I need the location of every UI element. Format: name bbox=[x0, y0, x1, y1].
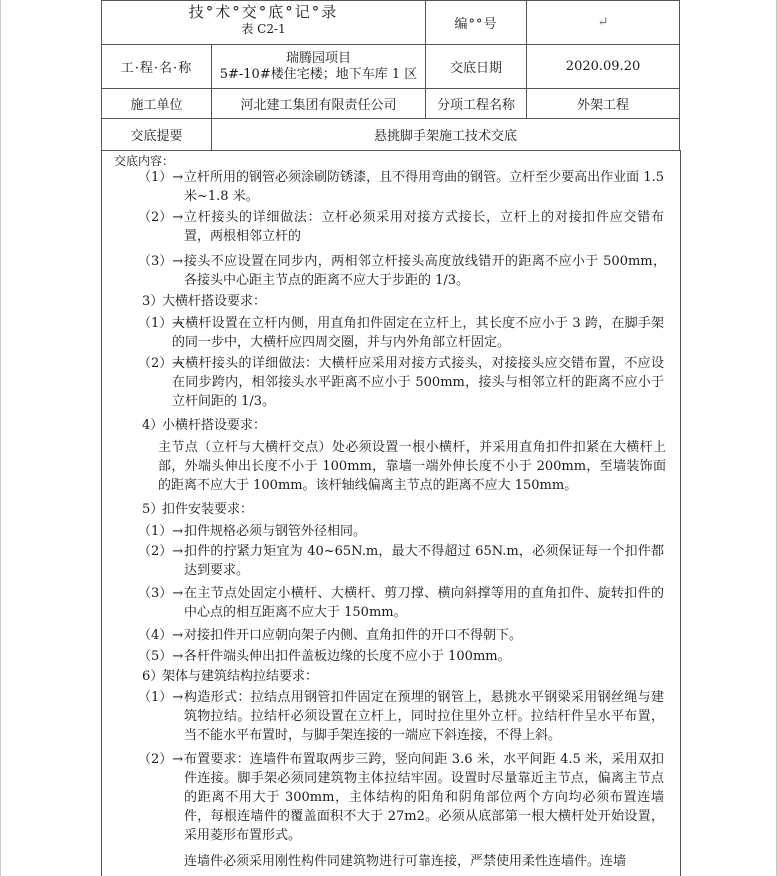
section-title: 大横杆搭设要求： bbox=[162, 294, 267, 309]
item-text: 布置要求：连墙件布置取两步三跨，竖向间距 3.6 米，水平间距 4.5 米，采用双扣件连接。脚手架必须同建筑物主体拉结牢固。设置时尽量靠近主节点，偏离主节点的距离不用大于 300mm，主体结构的阳角和阴角部位两个方向均必须布置连墙件，每根连墙件的覆盖面积不大于 27m2。必须从底部第一根大横杆处开始设置，采用菱形布置形式。 bbox=[184, 752, 664, 843]
project-label: 工·程·名·称 bbox=[102, 45, 212, 89]
document-title: 技°术°交°底°记°录 bbox=[188, 2, 339, 21]
form-number: 表 C2-1 bbox=[241, 21, 286, 36]
project-scope: 5#-10#楼住宅楼；地下车库 1 区 bbox=[219, 66, 418, 82]
item-number: （4）→ bbox=[138, 628, 184, 643]
item-text: 对接扣件开口应朝向架子内侧、直角扣件的开口不得朝下。 bbox=[184, 628, 523, 643]
unit-value: 河北建工集团有限责任公司 bbox=[212, 89, 426, 119]
item-number: （2）→ bbox=[138, 356, 184, 371]
section-title: 扣件安装要求： bbox=[162, 502, 254, 517]
section-number: 5） bbox=[142, 502, 164, 517]
item-text: 立杆接头的详细做法：立杆必须采用对接方式接长，立杆上的对接扣件应交错布置，两根相邻立杆的 bbox=[184, 210, 664, 244]
page-left-edge bbox=[0, 0, 1, 876]
item-text: 构造形式：拉结点用钢管扣件固定在预埋的钢管上，悬挑水平钢梁采用钢丝绳与建筑物拉结。拉结杆必须设置在立杆上，同时拉住里外立杆。拉结杆件呈水平布置，当不能水平布置时，与脚手架连接的一端应下斜连接，不得上斜。 bbox=[184, 690, 664, 743]
project-name: 瑞腾园项目 bbox=[286, 50, 352, 66]
summary-label: 交底提要 bbox=[102, 119, 212, 151]
section-number: 6） bbox=[142, 669, 164, 684]
date-label: 交底日期 bbox=[426, 45, 527, 89]
item-text: 主节点（立杆与大横杆交点）处必须设置一根小横杆，并采用直角扣件扣紧在大横杆上部，外端头伸出长度不小于 100mm，靠墙一端外伸长度不小于 200mm，至墙装饰面的距离不应大于 100mm。该杆轴线偏离主节点的距离不应大 150mm。 bbox=[158, 440, 666, 493]
item-text: 大横杆接头的详细做法：大横杆应采用对接方式接头，对接接头应交错布置，不应设在同步跨内，相邻接头水平距离不应小于 500mm，接头与相邻立杆的距离不应小于立杆间距的 1/3。 bbox=[172, 356, 664, 409]
section-title: 架体与建筑结构拉结要求： bbox=[162, 669, 319, 684]
summary-value: 悬挑脚手架施工技术交底 bbox=[212, 119, 680, 151]
number-value: ↵ bbox=[527, 1, 680, 45]
date-value: 2020.09.20 bbox=[527, 45, 680, 89]
item-text: 扣件的拧紧力矩宜为 40~65N.m，最大不得超过 65N.m，必须保证每一个扣件都达到要求。 bbox=[184, 544, 664, 578]
item-text: 各杆件端头伸出扣件盖板边缘的长度不应小于 100mm。 bbox=[184, 649, 511, 664]
item-number: （1）→ bbox=[138, 690, 184, 705]
item-text: 在主节点处固定小横杆、大横杆、剪刀撑、横向斜撑等用的直角扣件、旋转扣件的中心点的相互距离不应大于 150mm。 bbox=[184, 586, 664, 620]
project-value bbox=[212, 45, 426, 89]
item-number: （2）→ bbox=[138, 210, 184, 225]
number-label: 编°°号 bbox=[426, 1, 527, 45]
section-title: 小横杆搭设要求： bbox=[162, 418, 267, 433]
title-cell bbox=[102, 1, 426, 45]
section-number: 4） bbox=[142, 418, 164, 433]
item-number: （2）→ bbox=[138, 544, 184, 559]
item-text: 大横杆设置在立杆内侧，用直角扣件固定在立杆上，其长度不应小于 3 跨，在脚手架的同一步中，大横杆应四周交圈，并与内外角部立杆固定。 bbox=[172, 316, 664, 350]
item-text: 扣件规格必须与钢管外径相同。 bbox=[184, 524, 367, 539]
content-heading: 交底内容： bbox=[114, 154, 175, 168]
content-area bbox=[101, 150, 681, 876]
item-number: （1）→ bbox=[138, 524, 184, 539]
item-number: （1）→ bbox=[138, 170, 184, 185]
item-text: 连墙件必须采用刚性构件同建筑物进行可靠连接，严禁使用柔性连墙件。连墙 bbox=[184, 854, 627, 869]
item-number: （3）→ bbox=[138, 254, 184, 269]
subproject-value: 外架工程 bbox=[527, 89, 680, 119]
header-table bbox=[101, 0, 679, 150]
item-number: （1）→ bbox=[138, 316, 184, 331]
item-number: （5）→ bbox=[138, 649, 184, 664]
item-text: 接头不应设置在同步内，两相邻立杆接头高度放线错开的距离不应小于 500mm，各接头中心距主节点的距离不应大于步距的 1/3。 bbox=[184, 254, 666, 288]
section-number: 3） bbox=[142, 294, 164, 309]
item-number: （3）→ bbox=[138, 586, 184, 601]
item-number: （2）→ bbox=[138, 752, 184, 767]
item-text: 立杆所用的钢管必须涂刷防锈漆，且不得用弯曲的钢管。立杆至少要高出作业面 1.5 米~1.8 米。 bbox=[184, 170, 664, 204]
unit-label: 施工单位 bbox=[102, 89, 212, 119]
subproject-label: 分项工程名称 bbox=[426, 89, 527, 119]
